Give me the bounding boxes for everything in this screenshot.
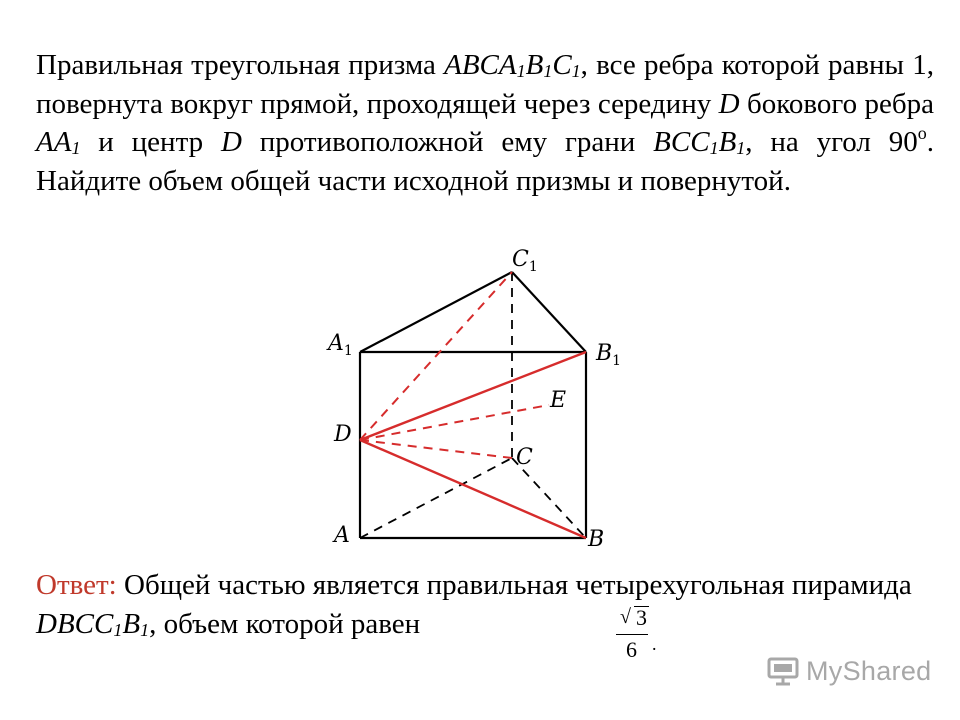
- sqrt-sign-icon: √: [620, 606, 631, 628]
- edge-D-B: [360, 440, 586, 538]
- watermark-text: MyShared: [806, 656, 932, 686]
- label-B: B: [588, 527, 605, 552]
- edge-C-B: [512, 458, 586, 538]
- fraction-denominator: 6: [626, 637, 637, 662]
- presentation-screen-icon: [766, 656, 800, 686]
- edge-A1-C1: [360, 272, 512, 352]
- edge-A-C: [360, 458, 512, 538]
- answer-text: Ответ: Общей частью является правильная четырехугольная пирамида $DBCC_1B_1$, объем которой равен: [36, 569, 912, 640]
- fraction-numerator: [620, 604, 652, 630]
- answer-fraction: [612, 604, 656, 664]
- prism-diagram: [320, 240, 630, 560]
- answer-label: Ответ:: [36, 569, 117, 601]
- problem-statement: Правильная треугольная призма $ABCA_1B_1C_1$, все ребра которой равны 1, повернута вокруг прямой, проходящей через середину D бокового ребра $AA_1$ и центр D противоположной ему грани $BCC_1B_1$, на угол 90$^o$. Найдите объем общей части исходной призмы и повернутой.: [36, 49, 934, 197]
- label-C1: $C_1$: [512, 247, 538, 275]
- fraction-period: .: [652, 634, 657, 654]
- fraction-bar: [616, 634, 648, 635]
- radicand: 3: [636, 605, 647, 630]
- edge-D-E: [360, 405, 549, 440]
- edge-C1-B1: [512, 272, 586, 352]
- label-D: D: [334, 422, 352, 447]
- label-B1: $B_1$: [596, 341, 622, 369]
- label-C: C: [516, 445, 533, 470]
- label-E: E: [550, 388, 567, 413]
- prism-name: $ABCA_1B_1C_1$: [444, 49, 581, 81]
- label-A: A: [334, 523, 350, 548]
- label-A1: $A_1$: [328, 331, 353, 359]
- edge-D-C1: [360, 272, 512, 440]
